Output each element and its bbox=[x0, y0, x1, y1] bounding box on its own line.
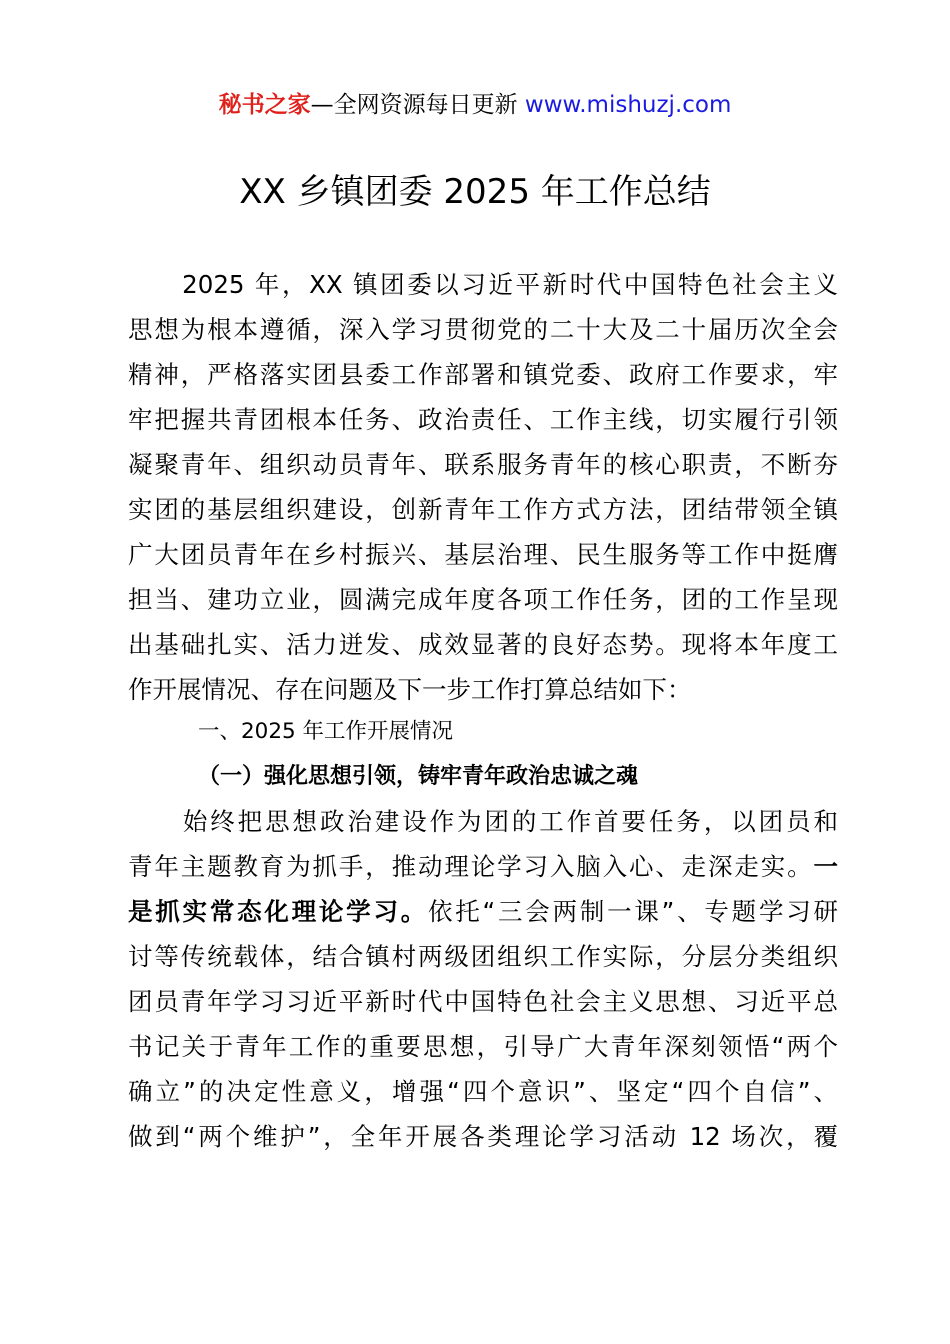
site-brand: 秘书之家 bbox=[218, 92, 311, 118]
body-line-2-bold: 一 bbox=[813, 852, 838, 881]
body-line-8: 做到“两个维护”，全年开展各类理论学习活动 12 场次，覆 bbox=[128, 1122, 838, 1151]
intro-line-6: 实团的基层组织建设，创新青年工作方式方法，团结带领全镇 bbox=[128, 495, 838, 524]
intro-line-3: 精神，严格落实团县委工作部署和镇党委、政府工作要求，牢 bbox=[128, 360, 838, 389]
body-line-6: 书记关于青年工作的重要思想，引导广大青年深刻领悟“两个 bbox=[128, 1032, 838, 1061]
intro-line-1: 2025 年，XX 镇团委以习近平新时代中国特色社会主义 bbox=[128, 270, 838, 299]
intro-line-4: 牢把握共青团根本任务、政治责任、工作主线，切实履行引领 bbox=[128, 405, 838, 434]
intro-line-9: 出基础扎实、活力迸发、成效显著的良好态势。现将本年度工 bbox=[128, 630, 838, 659]
body-line-3-text: 依托“三会两制一课”、专题学习研 bbox=[428, 897, 839, 926]
body-line-2 bbox=[128, 850, 838, 884]
header-tagline: 全网资源每日更新 bbox=[333, 92, 518, 118]
body-line-4: 讨等传统载体，结合镇村两级团组织工作实际，分层分类组织 bbox=[128, 942, 838, 971]
site-header bbox=[0, 88, 950, 122]
intro-line-7: 广大团员青年在乡村振兴、基层治理、民生服务等工作中挺膺 bbox=[128, 540, 838, 569]
body-line-1: 始终把思想政治建设作为团的工作首要任务，以团员和 bbox=[128, 807, 838, 836]
intro-line-5: 凝聚青年、组织动员青年、联系服务青年的核心职责，不断夯 bbox=[128, 450, 838, 479]
body-line-3 bbox=[128, 895, 838, 929]
body-line-3-bold: 是抓实常态化理论学习。 bbox=[128, 897, 429, 926]
body-line-5: 团员青年学习习近平新时代中国特色社会主义思想、习近平总 bbox=[128, 987, 838, 1016]
subsection-heading: （一）强化思想引领，铸牢青年政治忠诚之魂 bbox=[198, 764, 639, 789]
intro-line-10: 作开展情况、存在问题及下一步工作打算总结如下： bbox=[128, 675, 692, 704]
document-title: XX 乡镇团委 2025 年工作总结 bbox=[239, 172, 711, 212]
section-heading: 一、2025 年工作开展情况 bbox=[198, 719, 454, 744]
site-url-link[interactable]: www.mishuzj.com bbox=[524, 92, 732, 118]
body-line-7: 确立”的决定性意义，增强“四个意识”、坚定“四个自信”、 bbox=[128, 1077, 838, 1106]
intro-line-8: 担当、建功立业，圆满完成年度各项工作任务，团的工作呈现 bbox=[128, 585, 838, 614]
body-line-2-text: 青年主题教育为抓手，推动理论学习入脑入心、走深走实。 bbox=[128, 852, 814, 881]
header-dash: — bbox=[310, 92, 334, 118]
intro-line-2: 思想为根本遵循，深入学习贯彻党的二十大及二十届历次全会 bbox=[128, 315, 838, 344]
